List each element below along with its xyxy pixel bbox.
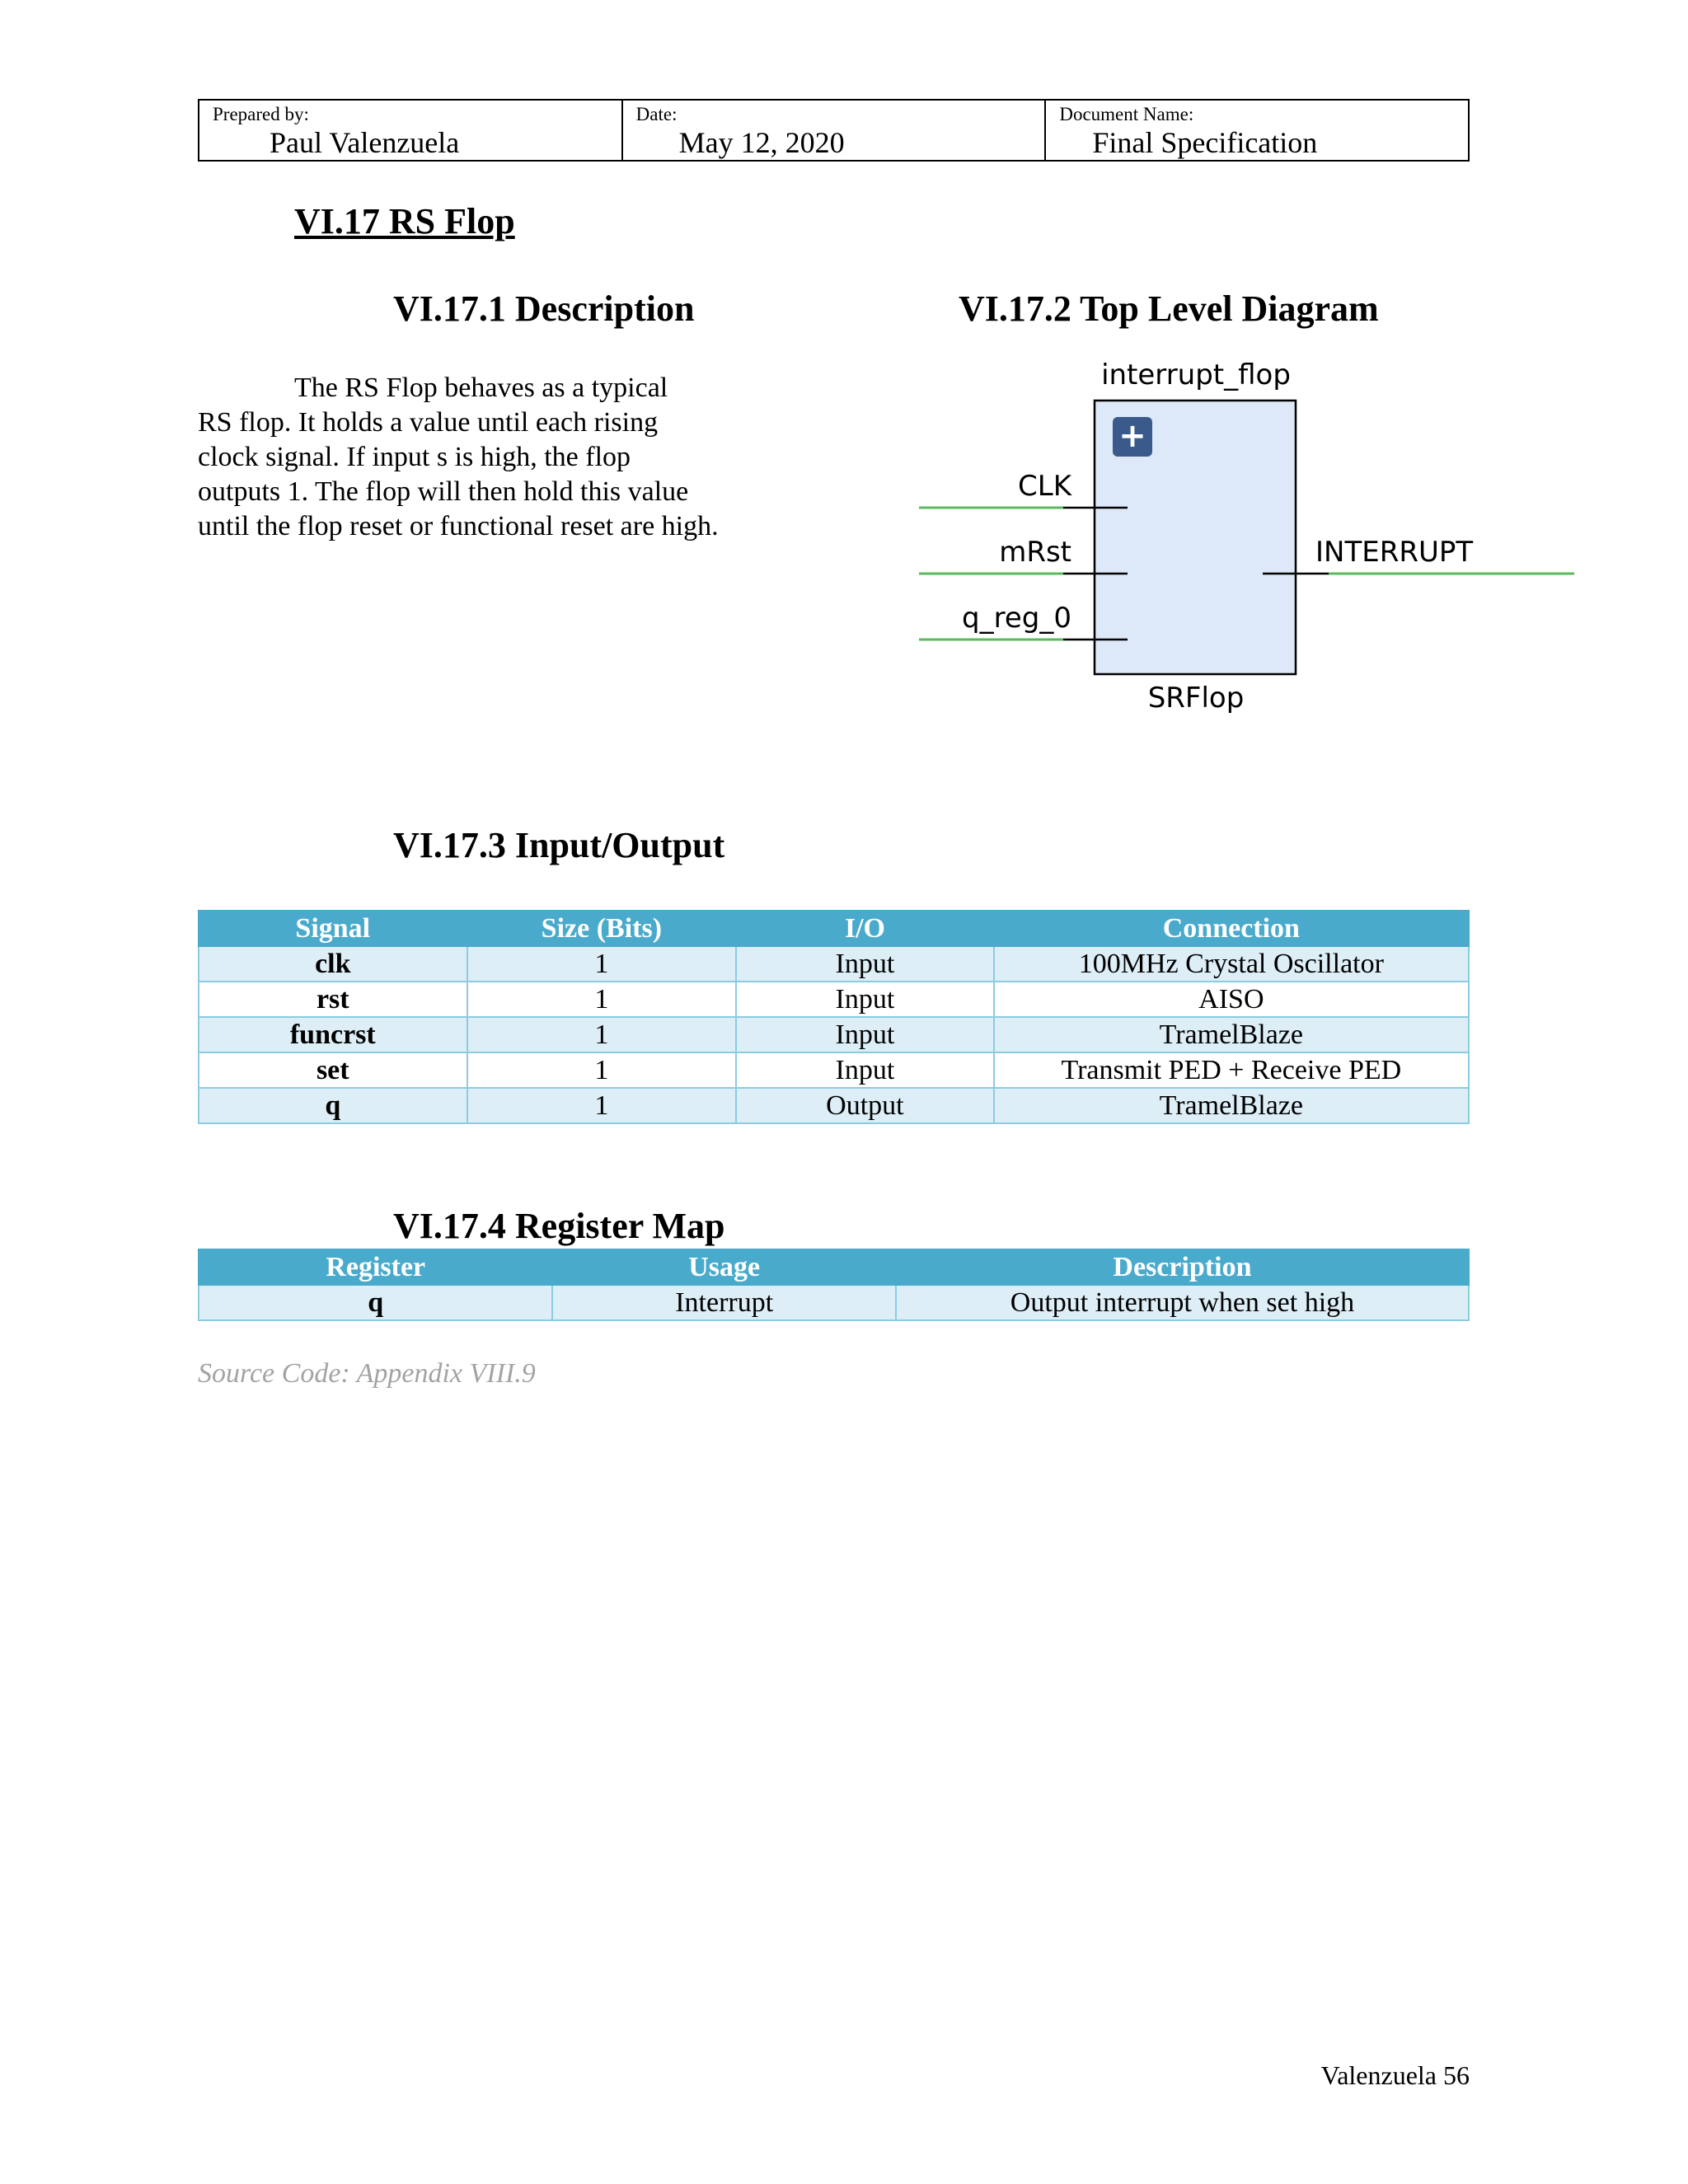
table-row: [199, 1088, 1469, 1123]
connection-cell: Transmit PED + Receive PED: [994, 1052, 1469, 1088]
date-value: May 12, 2020: [678, 126, 845, 159]
date-label: Date:: [635, 104, 678, 124]
interrupt-port-label: INTERRUPT: [1315, 536, 1474, 569]
table-row: [199, 1017, 1469, 1052]
io-table: [198, 910, 1470, 1124]
signal-cell: rst: [199, 982, 467, 1017]
date-cell: [623, 101, 1047, 160]
svg-text:+: +: [1118, 417, 1146, 455]
io-cell: Input: [736, 1052, 994, 1088]
size-cell: 1: [467, 1017, 737, 1052]
prepared-by-cell: [199, 101, 623, 160]
size-cell: 1: [467, 1088, 737, 1123]
document-name-label: Document Name:: [1059, 104, 1194, 124]
table-row: [199, 946, 1469, 982]
io-cell: Input: [736, 946, 994, 982]
connection-cell: TramelBlaze: [994, 1017, 1469, 1052]
size-cell: 1: [467, 946, 737, 982]
column-header-usage: Usage: [552, 1249, 895, 1285]
instance-name-label: interrupt_flop: [1101, 359, 1291, 391]
column-header-description: Description: [896, 1249, 1469, 1285]
signal-cell: set: [199, 1052, 467, 1088]
io-heading: VI.17.3 Input/Output: [393, 825, 725, 865]
top-level-diagram: [907, 354, 1582, 725]
description-heading: VI.17.1 Description: [393, 288, 695, 329]
description-line: clock signal. If input s is high, the flop: [198, 442, 631, 472]
io-cell: Input: [736, 982, 994, 1017]
size-cell: 1: [467, 982, 737, 1017]
description-line: RS flop. It holds a value until each rising: [198, 407, 659, 438]
register-cell: q: [199, 1285, 552, 1320]
column-header-connection: Connection: [994, 911, 1469, 946]
mrst-port-label: mRst: [999, 536, 1071, 569]
clk-port-label: CLK: [1018, 470, 1071, 503]
signal-cell: q: [199, 1088, 467, 1123]
register-table-header: [199, 1249, 1469, 1285]
document-name-value: Final Specification: [1092, 126, 1318, 159]
register-map-table: [198, 1249, 1470, 1321]
page-number: Valenzuela 56: [1320, 2060, 1470, 2090]
column-header-io: I/O: [736, 911, 994, 946]
connection-cell: AISO: [994, 982, 1469, 1017]
signal-cell: funcrst: [199, 1017, 467, 1052]
io-cell: Output: [736, 1088, 994, 1123]
section-title: VI.17 RS Flop: [294, 201, 515, 241]
connection-cell: TramelBlaze: [994, 1088, 1469, 1123]
description-cell: Output interrupt when set high: [896, 1285, 1469, 1320]
signal-cell: clk: [199, 946, 467, 982]
description-text: [198, 371, 767, 544]
usage-cell: Interrupt: [552, 1285, 895, 1320]
io-table-header: [199, 911, 1469, 946]
column-header-size: Size (Bits): [467, 911, 737, 946]
description-line: The RS Flop behaves as a typical: [294, 373, 668, 403]
description-line: outputs 1. The flop will then hold this value: [198, 476, 689, 507]
table-row: [199, 1052, 1469, 1088]
description-line: until the flop reset or functional reset are high.: [198, 511, 719, 541]
table-row: [199, 1285, 1469, 1320]
source-code-note: Source Code: Appendix VIII.9: [198, 1358, 536, 1389]
module-name-label: SRFlop: [1147, 682, 1245, 715]
connection-cell: 100MHz Crystal Oscillator: [994, 946, 1469, 982]
document-header: [198, 99, 1470, 162]
table-row: [199, 982, 1469, 1017]
register-map-heading: VI.17.4 Register Map: [393, 1206, 725, 1246]
column-header-signal: Signal: [199, 911, 467, 946]
document-name-cell: [1046, 101, 1468, 160]
column-header-register: Register: [199, 1249, 552, 1285]
prepared-by-label: Prepared by:: [213, 104, 309, 124]
expand-button[interactable]: [1113, 417, 1152, 457]
prepared-by-value: Paul Valenzuela: [270, 126, 460, 159]
io-cell: Input: [736, 1017, 994, 1052]
diagram-heading: VI.17.2 Top Level Diagram: [959, 288, 1379, 329]
q-reg-port-label: q_reg_0: [962, 602, 1071, 635]
size-cell: 1: [467, 1052, 737, 1088]
